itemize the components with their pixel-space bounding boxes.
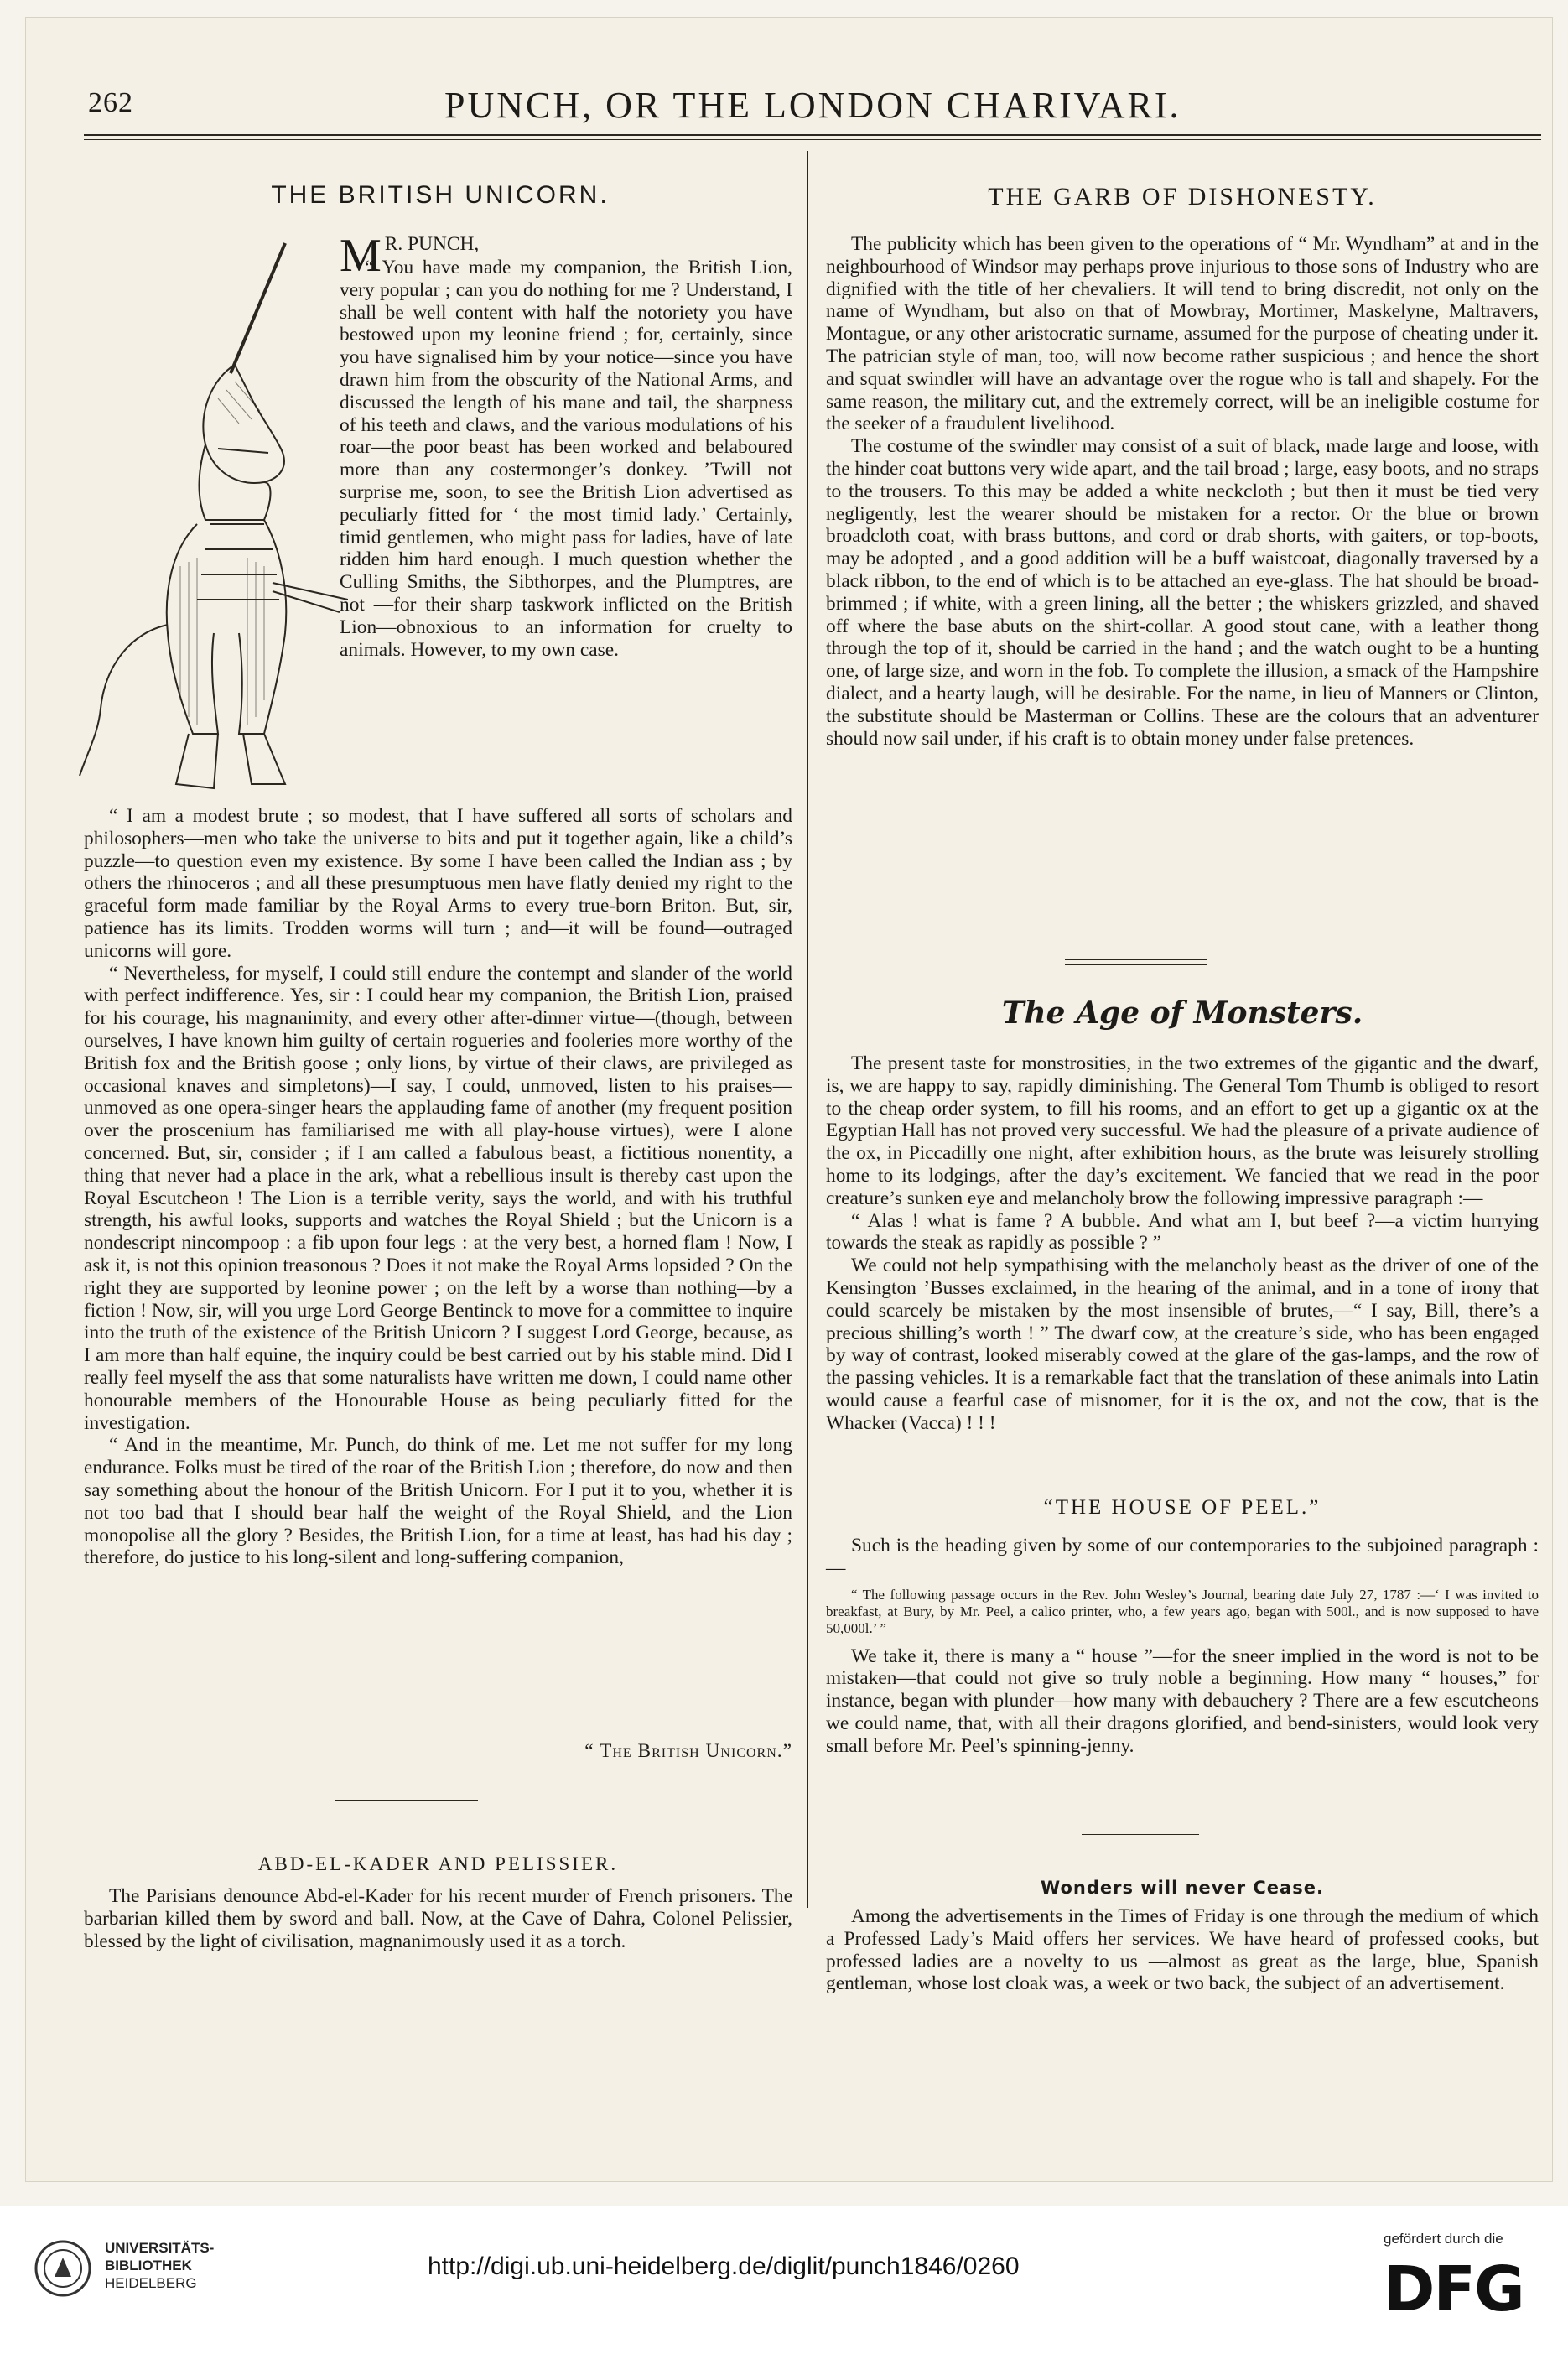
university-seal-icon: [34, 2239, 92, 2298]
peel-title: “THE HOUSE OF PEEL.”: [1043, 1496, 1321, 1519]
peel-p2: We take it, there is many a “ house ”—for the sneer implied in the word is not to be mistaken—that could not give so truly noble a beginning. How many “ houses,” for instance, began with plunder—how many with debauchery ? There are a few escutcheons we could name, that, with all their dragons glorified, and bend-sinisters, would look very small before Mr. Peel’s spinning-jenny.: [826, 1645, 1539, 1757]
abd-body: [84, 1885, 792, 1952]
monsters-p1: The present taste for monstrosities, in the two extremes of the gigantic and the dwarf, is, we are happy to say, rapidly diminishing. The General Tom Thumb is obliged to resort to the cheap order system, to fill his rooms, and an effort to get up a gigantic ox at the Egyptian Hall has not proved very successful. We had the pleasure of a private audience of the ox, in Piccadilly one night, after exhibition hours, as the brute was leisurely strolling home to its lodgings, after the day’s excitement. We fancied that we read in the poor creature’s sunken eye and melancholy brow the following impressive paragraph :—: [826, 1052, 1539, 1209]
wonders-title: Wonders will never Cease.: [1041, 1878, 1324, 1898]
salutation-initial: M: [340, 230, 382, 282]
unicorn-p4: “ And in the meantime, Mr. Punch, do think of me. Let me not suffer for my long endurance. Folks must be tired of the roar of the British Lion ; therefore, do now and then say something about the honour of the British Unicorn. For I put it to you, whether it is not too bad that I should bear half the weight of the Royal Shield, and the Lion monopolise all the glory ? Besides, the British Lion, for a time at least, has had his day ; therefore, do justice to his long-silent and long-suffering companion,: [84, 1434, 792, 1569]
peel-p1: Such is the heading given by some of our contemporaries to the subjoined paragraph :—: [826, 1535, 1539, 1579]
separator-right-3: [1082, 1834, 1199, 1835]
unicorn-p3: “ Nevertheless, for myself, I could still endure the contempt and slander of the world with perfect indifference. Yes, sir : I could hear my companion, the British Lion, praised for his courage, his magnanimity, and every other after-dinner virtue—(though, between ourselves, I have known him guilty of certain rogueries and fooleries more worthy of the British fox and the British goose ; only lions, by virtue of their claws, are privileged as occasional knaves and simpletons)—I say, I could, unmoved, listen to his praises—unmoved as one opera-singer hears the applauding fame of another (my frequent position over the proscenium has familiarised me with all play-house virtues), were I alone concerned. But, sir, consider ; if I am called a fabulous beast, a fictitious nonentity, a thing that never had a place in the ark, what a rebellious insult is thereby cast upon the Royal Escutcheon ! The Lion is a terrible verity, says the world, and with his truthful strength, his awful looks, supports and watches the Royal Shield ; but the Unicorn is a nondescript nincompoop : a fib upon four legs : at the very best, a horned flam ! Now, I ask it, is not this opinion treasonous ? Does it not make the Royal Arms lopsided ? On the right they are supported by leonine power ; on the left by a worse than nothing—by a fiction ! Now, sir, will you urge Lord George Bentinck to move for a committee to inquire into the truth of the existence of the British Unicorn ? I suggest Lord George, because, as I am more than half equine, the inquiry could be best carried out by his stable mind. Did I really feel myself the ass that some naturalists have written me down, I could name other honourable members of the Honourable House as being peculiarly fitted for the investigation.: [84, 962, 792, 1434]
header-rule-top: [84, 134, 1541, 136]
abd-text: The Parisians denounce Abd-el-Kader for his recent murder of French prisoners. The barbarian killed them by sword and ball. Now, at the Cave of Dahra, Colonel Pelissier, blessed by the light of civilisation, magnanimously used it as a torch.: [84, 1885, 792, 1952]
peel-body: [826, 1535, 1539, 1758]
garb-title: THE GARB OF DISHONESTY.: [988, 183, 1377, 210]
library-line-1: UNIVERSITÄTS-: [105, 2240, 215, 2256]
unicorn-paragraph-1: [340, 257, 792, 798]
library-name: [105, 2239, 214, 2292]
unicorn-title: THE BRITISH UNICORN.: [271, 181, 610, 209]
column-divider: [807, 151, 808, 1908]
garb-p1: The publicity which has been given to the operations of “ Mr. Wyndham” at and in the neighbourhood of Windsor may perhaps prove injurious to those sons of Industry who are dignified with the title of her chevaliers. It will tend to bring discredit, not only on the name of Wyndham, but also on that of Mowbray, Mortimer, Maskelyne, Maltravers, Montague, or any other aristocratic surname, assumed for the purpose of cheating under it. The patrician style of man, too, will now become rather suspicious ; and hence the short and squat swindler will have an advantage over the rogue who is tall and shapely. For the same reason, the military cut, and the extremely correct, will be an ineligible costume for the seeker of a fraudulent livelihood.: [826, 233, 1539, 435]
unicorn-body: [84, 805, 792, 1660]
funding-note: gefördert durch die: [1384, 2231, 1503, 2247]
monsters-p3: We could not help sympathising with the melancholy beast as the driver of one of the Kensington ’Busses exclaimed, in the hearing of the animal, and in a tone of irony that could scarcely be mistaken by the most insensible of brutes,—“ I say, Bill, there’s a precious shilling’s worth ! ” The dwarf cow, at the creature’s side, who has been engaged by way of contrast, looked miserably cowed at the glare of the gas-lamps, and the row of the passing vehicles. It is a remarkable fact that the translation of these animals into Latin would cause a fearful case of misnomer, for it is the ox, and not the cow, that is the Whacker (Vacca) ! ! !: [826, 1255, 1539, 1434]
library-line-3: HEIDELBERG: [105, 2275, 197, 2291]
abd-title: ABD-EL-KADER AND PELISSIER.: [257, 1853, 619, 1874]
garb-body: [826, 233, 1539, 929]
unicorn-p1: “ You have made my companion, the British Lion, very popular ; can you do nothing for me ? Understand, I shall be well content with half the notoriety you have bestowed upon my leonine friend ; for, certainly, since you have signalised him by your notice—since you have drawn him from the obscurity of the National Arms, and discussed the length of his mane and tail, the sharpness of his teeth and claws, and the various modulations of his roar—the poor beast has been worked and belaboured more than any costermonger’s donkey. ’Twill not surprise me, soon, to see the British Lion advertised as peculiarly fitted for ‘ the most timid lady.’ Certainly, timid gentlemen, who might pass for ladies, have of late ridden him hard enough. I much question whether the Culling Smiths, the Sibthorpes, and the Plumptres, are not —for their sharp taskwork inflicted on the British Lion—obnoxious to an information for cruelty to animals. However, to my own case.: [340, 257, 792, 661]
wonders-body: [826, 1905, 1539, 1995]
unicorn-signature: “ The British Unicorn.”: [584, 1740, 792, 1762]
salutation: R. PUNCH,: [384, 233, 480, 255]
source-url-link[interactable]: http://digi.ub.uni-heidelberg.de/diglit/punch1846/0260: [428, 2253, 1020, 2280]
wonders-text: Among the advertisements in the Times of Friday is one through the medium of which a Professed Lady’s Maid offers her services. We have heard of professed cooks, but professed ladies are a novelty to us —almost as great as the large, blue, Spanish gentleman, whose lost cloak was, a week or two back, the subject of an advertisement.: [826, 1905, 1539, 1995]
separator-right-2: [1065, 964, 1207, 965]
library-line-2: BIBLIOTHEK: [105, 2258, 192, 2273]
monsters-title: The Age of Monsters.: [1001, 995, 1363, 1031]
dfg-logo: DFG: [1384, 2253, 1524, 2325]
running-head: PUNCH, OR THE LONDON CHARIVARI.: [444, 85, 1181, 126]
unicorn-illustration: [71, 231, 348, 801]
header-rule-bottom: [84, 139, 1541, 140]
peel-quote: “ The following passage occurs in the Rev. John Wesley’s Journal, bearing date July 27, 1787 :—‘ I was invited to breakfast, at Bury, by Mr. Peel, a calico printer, who, a few years ago, began with 500l., and is now supposed to have 50,000l.’ ”: [826, 1586, 1539, 1636]
monsters-p2: “ Alas ! what is fame ? A bubble. And what am I, but beef ?—a victim hurrying towards the steak as rapidly as possible ? ”: [826, 1209, 1539, 1255]
separator-left-2: [335, 1800, 478, 1801]
page-number: 262: [88, 87, 133, 118]
digitization-footer: [0, 2206, 1568, 2354]
unicorn-p2: “ I am a modest brute ; so modest, that I have suffered all sorts of scholars and philosophers—men who take the universe to bits and put it together again, like a child’s puzzle—to question even my existence. By some I have been called the Indian ass ; by others the rhinoceros ; and all these presumptuous men have flatly denied my right to the graceful form made familiar by the Royal Arms to every true-born Briton. But, sir, patience has its limits. Trodden worms will turn ; and—it will be found—outraged unicorns will gore.: [84, 805, 792, 962]
separator-right-1: [1065, 959, 1207, 960]
garb-p2: The costume of the swindler may consist of a suit of black, made large and loose, with the hinder coat buttons very wide apart, and the tail broad ; large, easy boots, and no straps to the trousers. To this may be added a white neckcloth ; but then it must be tied very negligently, lest the wearer should be mistaken for a rector. Or the blue or brown broadcloth coat, with brass buttons, and cord or drab shorts, with gaiters, or top-boots, may be adopted , and a good addition will be a buff waistcoat, diagonally traversed by a black ribbon, to the end of which is to be attached an eye-glass. The hat should be broad-brimmed ; if white, with a green lining, all the better ; the whiskers grizzled, and shaved off where the base abuts on the shirt-collar. A good stout cane, with a leather thong through the top of it, should be carried in the hand ; and the watch ought to be a hunting one, of large size, and worn in the fob. To complete the illusion, a smack of the Hampshire dialect, and a hearty laugh, will be desirable. For the name, in lieu of Manners or Clinton, the substitute should be Masterman or Collins. These are the colours that an adventurer should now sail under, if his craft is to obtain money under false pretences.: [826, 435, 1539, 750]
